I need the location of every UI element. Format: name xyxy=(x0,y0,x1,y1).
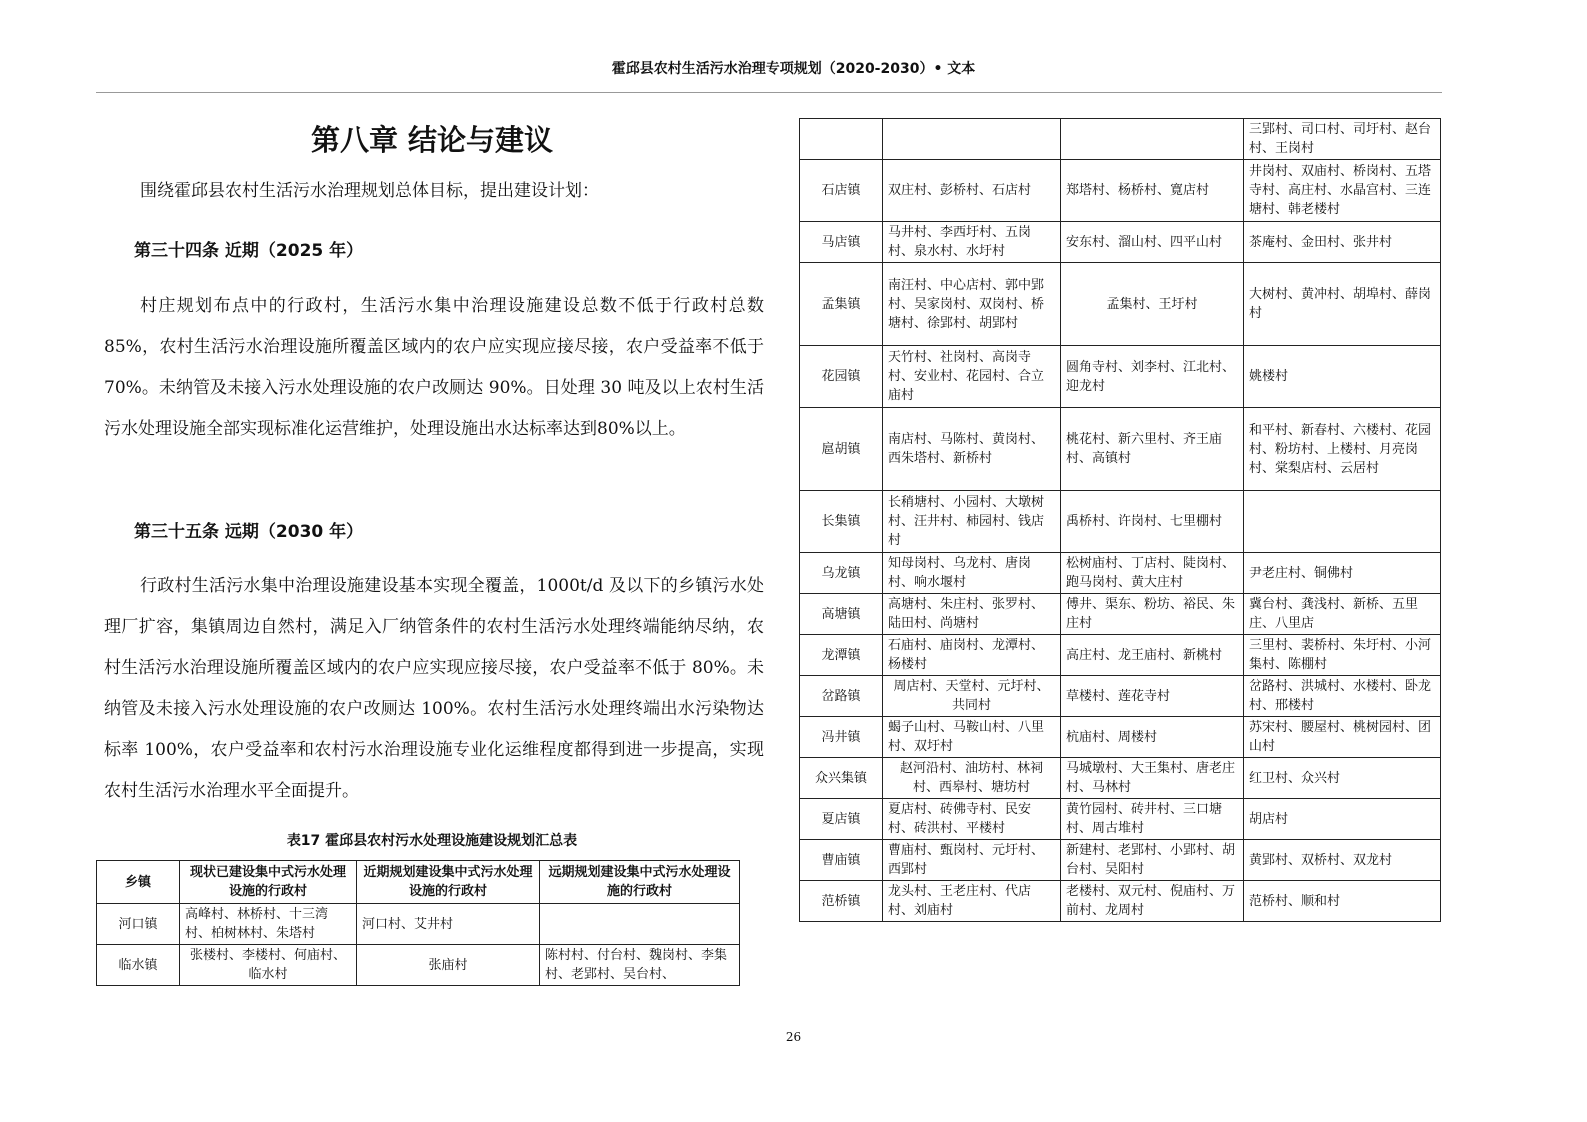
header-near-term: 近期规划建设集中式污水处理设施的行政村 xyxy=(357,861,540,904)
near-term-cell: 张庙村 xyxy=(357,945,540,986)
existing-cell: 天竹村、社岗村、高岗寺村、安业村、花园村、合立庙村 xyxy=(883,346,1061,408)
article-35-body: 行政村生活污水集中治理设施建设基本实现全覆盖，1000t/d 及以下的乡镇污水处理厂扩容，集镇周边自然村，满足入厂纳管条件的农村生活污水处理终端能纳尽纳，农村生活污水治理设施所覆盖区域内的农户应实现应接尽接，农户受益率不低于 80%。未纳管及未接入污水处理设施的农户改厕达 100%。农村生活污水处理终端出水污染物达标率 100%，农户受益率和农村污水治理设施专业化运维程度都得到进一步提高，实现农村生活污水治理水平全面提升。 xyxy=(104,576,764,801)
existing-cell: 周店村、天堂村、元圩村、共同村 xyxy=(883,676,1061,717)
table-row xyxy=(800,222,1441,263)
existing-cell: 南汪村、中心店村、郭中郢村、吴家岗村、双岗村、桥塘村、徐郢村、胡郢村 xyxy=(883,263,1061,346)
town-cell: 高塘镇 xyxy=(800,594,883,635)
near-term-cell: 草楼村、莲花寺村 xyxy=(1061,676,1244,717)
town-cell: 众兴集镇 xyxy=(800,758,883,799)
long-term-cell: 黄郢村、双桥村、双龙村 xyxy=(1244,840,1441,881)
header-existing: 现状已建设集中式污水处理设施的行政村 xyxy=(180,861,357,904)
town-cell: 冯井镇 xyxy=(800,717,883,758)
table-row xyxy=(800,160,1441,222)
table-row xyxy=(800,263,1441,346)
chapter-title: 第八章 结论与建议 xyxy=(310,123,554,157)
article-34-heading: 第三十四条 近期（2025 年） xyxy=(134,241,364,261)
near-term-cell: 圆角寺村、刘李村、江北村、迎龙村 xyxy=(1061,346,1244,408)
table-row xyxy=(800,717,1441,758)
near-term-cell: 桃花村、新六里村、齐王庙村、高镇村 xyxy=(1061,408,1244,491)
long-term-cell: 井岗村、双庙村、桥岗村、五塔寺村、高庄村、水晶宫村、三连塘村、韩老楼村 xyxy=(1244,160,1441,222)
long-term-cell: 胡店村 xyxy=(1244,799,1441,840)
long-term-cell: 和平村、新春村、六楼村、花园村、粉坊村、上楼村、月亮岗村、棠梨店村、云居村 xyxy=(1244,408,1441,491)
table-caption: 表17 霍邱县农村污水处理设施建设规划汇总表 xyxy=(286,833,578,849)
existing-cell: 长稍塘村、小园村、大墩树村、汪井村、柿园村、钱店村 xyxy=(883,491,1061,553)
planning-table-part1 xyxy=(96,860,740,986)
existing-cell: 赵河沿村、油坊村、林祠村、西皋村、塘坊村 xyxy=(883,758,1061,799)
long-term-cell: 茶庵村、金田村、张井村 xyxy=(1244,222,1441,263)
town-cell: 长集镇 xyxy=(800,491,883,553)
near-term-cell: 马城墩村、大王集村、唐老庄村、马林村 xyxy=(1061,758,1244,799)
long-term-cell: 冀台村、龚浅村、新桥、五里庄、八里店 xyxy=(1244,594,1441,635)
near-term-cell: 禹桥村、许岗村、七里棚村 xyxy=(1061,491,1244,553)
near-term-cell: 河口村、艾井村 xyxy=(357,904,540,945)
table-row xyxy=(800,758,1441,799)
existing-cell: 夏店村、砖佛寺村、民安村、砖洪村、平楼村 xyxy=(883,799,1061,840)
long-term-cell: 三里村、裴桥村、朱圩村、小河集村、陈棚村 xyxy=(1244,635,1441,676)
table-row xyxy=(800,840,1441,881)
long-term-cell: 范桥村、顺和村 xyxy=(1244,881,1441,922)
planning-table-part2 xyxy=(799,118,1441,922)
near-term-cell: 老楼村、双元村、倪庙村、万前村、龙周村 xyxy=(1061,881,1244,922)
article-34-body: 村庄规划布点中的行政村，生活污水集中治理设施建设总数不低于行政村总数85%，农村生活污水治理设施所覆盖区域内的农户应实现应接尽接，农户受益率不低于 70%。未纳管及未接入污水处理设施的农户改厕达 90%。日处理 30 吨及以上农村生活污水处理设施全部实现标准化运营维护，处理设施出水达标率达到80%以上。 xyxy=(104,296,764,439)
town-cell: 河口镇 xyxy=(97,904,180,945)
town-cell: 龙潭镇 xyxy=(800,635,883,676)
near-term-cell: 高庄村、龙王庙村、新桃村 xyxy=(1061,635,1244,676)
town-cell xyxy=(800,119,883,160)
town-cell: 乌龙镇 xyxy=(800,553,883,594)
table-row xyxy=(800,799,1441,840)
near-term-cell: 郑塔村、杨桥村、寛店村 xyxy=(1061,160,1244,222)
intro-paragraph: 围绕霍邱县农村生活污水治理规划总体目标，提出建设计划： xyxy=(140,181,599,201)
long-term-cell: 三郢村、司口村、司圩村、赵台村、王岗村 xyxy=(1244,119,1441,160)
table-row xyxy=(800,119,1441,160)
header-divider xyxy=(96,92,1442,93)
page-number: 26 xyxy=(785,1030,802,1044)
existing-cell: 石庙村、庙岗村、龙潭村、杨楼村 xyxy=(883,635,1061,676)
table-row xyxy=(800,491,1441,553)
table-header-row xyxy=(97,861,740,904)
long-term-cell: 大树村、黄冲村、胡埠村、薛岗村 xyxy=(1244,263,1441,346)
near-term-cell: 安东村、溜山村、四平山村 xyxy=(1061,222,1244,263)
long-term-cell: 红卫村、众兴村 xyxy=(1244,758,1441,799)
table-row xyxy=(800,408,1441,491)
near-term-cell: 新建村、老郢村、小郢村、胡台村、吴阳村 xyxy=(1061,840,1244,881)
table-row xyxy=(800,881,1441,922)
table-row xyxy=(800,635,1441,676)
town-cell: 扈胡镇 xyxy=(800,408,883,491)
header-town: 乡镇 xyxy=(97,861,180,904)
existing-cell: 南店村、马陈村、黄岗村、西朱塔村、新桥村 xyxy=(883,408,1061,491)
near-term-cell: 杭庙村、周楼村 xyxy=(1061,717,1244,758)
existing-cell: 蝎子山村、马鞍山村、八里村、双圩村 xyxy=(883,717,1061,758)
near-term-cell: 孟集村、王圩村 xyxy=(1061,263,1244,346)
existing-cell: 张楼村、李楼村、何庙村、临水村 xyxy=(180,945,357,986)
table-row xyxy=(800,676,1441,717)
running-header: 霍邱县农村生活污水治理专项规划（2020-2030）• 文本 xyxy=(611,61,976,77)
town-cell: 花园镇 xyxy=(800,346,883,408)
long-term-cell xyxy=(540,904,740,945)
town-cell: 马店镇 xyxy=(800,222,883,263)
long-term-cell: 姚楼村 xyxy=(1244,346,1441,408)
table-row xyxy=(97,945,740,986)
table-row xyxy=(97,904,740,945)
town-cell: 范桥镇 xyxy=(800,881,883,922)
town-cell: 岔路镇 xyxy=(800,676,883,717)
existing-cell: 龙头村、王老庄村、代店村、刘庙村 xyxy=(883,881,1061,922)
near-term-cell: 松树庙村、丁店村、陡岗村、跑马岗村、黄大庄村 xyxy=(1061,553,1244,594)
table-row xyxy=(800,553,1441,594)
long-term-cell: 陈村村、付台村、魏岗村、李集村、老郢村、吴台村、 xyxy=(540,945,740,986)
near-term-cell: 傅井、渠东、粉坊、裕民、朱庄村 xyxy=(1061,594,1244,635)
long-term-cell: 苏宋村、腰屋村、桃树园村、团山村 xyxy=(1244,717,1441,758)
existing-cell: 双庄村、彭桥村、石店村 xyxy=(883,160,1061,222)
existing-cell: 高峰村、林桥村、十三湾村、柏树林村、朱塔村 xyxy=(180,904,357,945)
town-cell: 曹庙镇 xyxy=(800,840,883,881)
article-35-heading: 第三十五条 远期（2030 年） xyxy=(134,522,364,542)
long-term-cell xyxy=(1244,491,1441,553)
existing-cell: 知母岗村、乌龙村、唐岗村、响水堰村 xyxy=(883,553,1061,594)
existing-cell: 曹庙村、甄岗村、元圩村、西郢村 xyxy=(883,840,1061,881)
header-long-term: 远期规划建设集中式污水处理设施的行政村 xyxy=(540,861,740,904)
town-cell: 临水镇 xyxy=(97,945,180,986)
long-term-cell: 岔路村、洪城村、水楼村、卧龙村、邢楼村 xyxy=(1244,676,1441,717)
table-row xyxy=(800,594,1441,635)
town-cell: 孟集镇 xyxy=(800,263,883,346)
existing-cell xyxy=(883,119,1061,160)
town-cell: 夏店镇 xyxy=(800,799,883,840)
table-row xyxy=(800,346,1441,408)
near-term-cell: 黄竹园村、砖井村、三口塘村、周古堆村 xyxy=(1061,799,1244,840)
existing-cell: 马井村、李西圩村、五岗村、泉水村、水圩村 xyxy=(883,222,1061,263)
existing-cell: 高塘村、朱庄村、张罗村、陆田村、尚塘村 xyxy=(883,594,1061,635)
near-term-cell xyxy=(1061,119,1244,160)
long-term-cell: 尹老庄村、铜佛村 xyxy=(1244,553,1441,594)
town-cell: 石店镇 xyxy=(800,160,883,222)
